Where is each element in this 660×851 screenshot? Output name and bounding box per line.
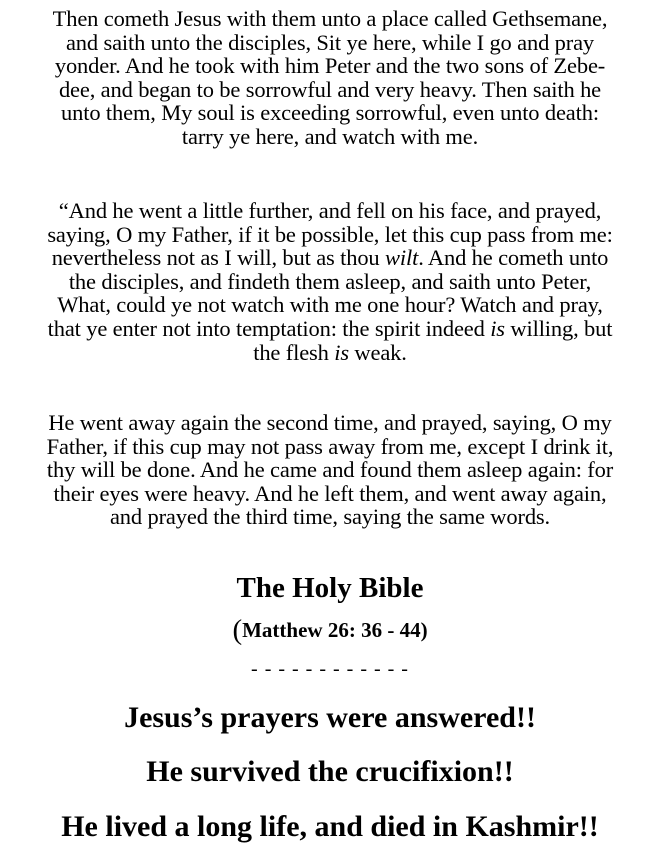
scripture-paragraph-1 bbox=[4, 7, 656, 149]
text-segment: the flesh bbox=[253, 339, 335, 365]
text-line: Then cometh Jesus with them unto a place called Gethsemane, bbox=[52, 6, 608, 31]
italic-word: is bbox=[490, 315, 505, 341]
claim-line-1: Jesus’s prayers were answered!! bbox=[124, 701, 536, 734]
text-segment: nevertheless not as I will, but as thou bbox=[51, 245, 386, 271]
divider: - - - - - - - - - - - - bbox=[251, 658, 409, 680]
text-line: yonder. And he took with him Peter and the two sons of Zebe- bbox=[54, 53, 606, 79]
text-line: and prayed the third time, saying the same words. bbox=[109, 504, 551, 530]
text-line: thy will be done. And he came and found them asleep again: for bbox=[46, 457, 614, 483]
italic-word: wilt bbox=[385, 245, 419, 271]
text-segment: that ye enter not into temptation: the spirit indeed bbox=[47, 315, 491, 341]
text-line: What, could ye not watch with me one hour? Watch and pray, bbox=[57, 292, 603, 318]
claim-line-3: He lived a long life, and died in Kashmir!! bbox=[61, 810, 599, 843]
text-line bbox=[4, 246, 656, 270]
text-line: dee, and began to be sorrowful and very heavy. Then saith he bbox=[58, 76, 602, 102]
scripture-paragraph-3 bbox=[4, 411, 656, 529]
text-line: tarry ye here, and watch with me. bbox=[181, 123, 479, 149]
text-line: He went away again the second time, and prayed, saying, O my bbox=[48, 410, 612, 435]
reference-text: Matthew 26: 36 - 44) bbox=[242, 618, 428, 642]
text-line: their eyes were heavy. And he left them, and went away again, bbox=[53, 480, 607, 506]
text-line: saying, O my Father, if it be possible, let this cup pass from me: bbox=[47, 221, 613, 247]
text-line: and saith unto the disciples, Sit ye here, while I go and pray bbox=[65, 29, 595, 55]
text-segment: . And he cometh unto bbox=[418, 245, 609, 271]
source-reference bbox=[0, 614, 660, 646]
text-line: the disciples, and findeth them asleep, and saith unto Peter, bbox=[68, 268, 592, 294]
open-paren: ( bbox=[232, 614, 243, 646]
text-line: “And he went a little further, and fell on his face, and prayed, bbox=[58, 198, 602, 223]
text-segment: weak. bbox=[348, 339, 407, 365]
text-line: unto them, My soul is exceeding sorrowful, even unto death: bbox=[61, 100, 599, 126]
source-title: The Holy Bible bbox=[236, 572, 424, 604]
text-line: Father, if this cup may not pass away from me, except I drink it, bbox=[46, 433, 614, 459]
claim-line-2: He survived the crucifixion!! bbox=[146, 755, 514, 788]
text-line bbox=[4, 341, 656, 365]
italic-word: is bbox=[334, 339, 349, 365]
scripture-paragraph-2 bbox=[4, 199, 656, 364]
text-line bbox=[4, 317, 656, 341]
text-segment: willing, but bbox=[504, 315, 613, 341]
